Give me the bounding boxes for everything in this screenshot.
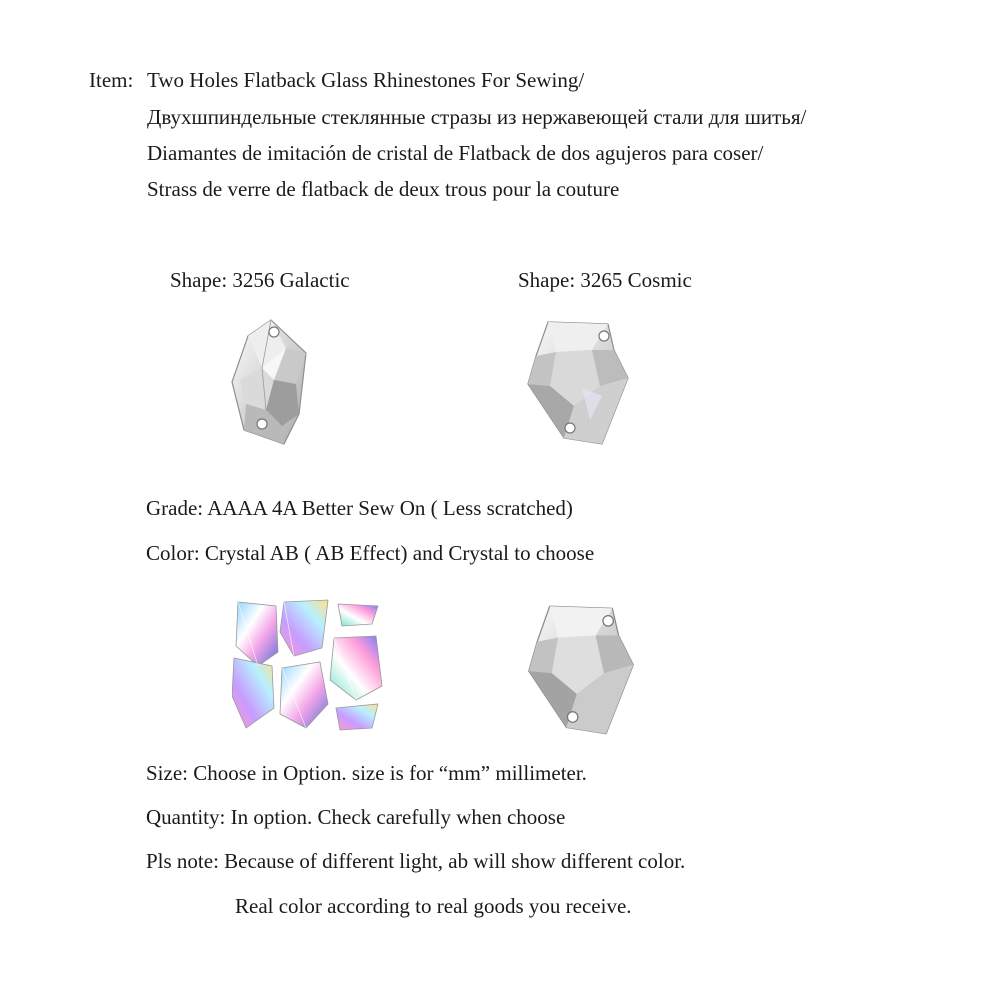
crystal-ab-collage-icon (232, 596, 384, 736)
item-title-french: Strass de verre de flatback de deux trous pour la couture (147, 177, 620, 201)
note-text-continued: Real color according to real goods you receive. (235, 894, 632, 918)
galactic-crystal-icon (226, 318, 316, 448)
item-label: Item: (89, 68, 134, 92)
shape-galactic-label: Shape: 3256 Galactic (170, 268, 350, 292)
quantity-text: Quantity: In option. Check carefully when choose (146, 805, 566, 829)
color-text: Color: Crystal AB ( AB Effect) and Crystal to choose (146, 541, 595, 565)
item-title-russian: Двухшпиндельные стеклянные стразы из нержавеющей стали для шитья/ (147, 105, 807, 129)
note-text: Pls note: Because of different light, ab will show different color. (146, 849, 686, 873)
cosmic-crystal-clear-icon (520, 600, 642, 740)
shape-cosmic-label: Shape: 3265 Cosmic (518, 268, 692, 292)
item-title-english: Two Holes Flatback Glass Rhinestones For Sewing/ (147, 68, 585, 92)
grade-text: Grade: AAAA 4A Better Sew On ( Less scratched) (146, 496, 573, 520)
cosmic-crystal-icon (522, 316, 634, 450)
size-text: Size: Choose in Option. size is for “mm” millimeter. (146, 761, 587, 785)
item-title-spanish: Diamantes de imitación de cristal de Flatback de dos agujeros para coser/ (147, 141, 764, 165)
